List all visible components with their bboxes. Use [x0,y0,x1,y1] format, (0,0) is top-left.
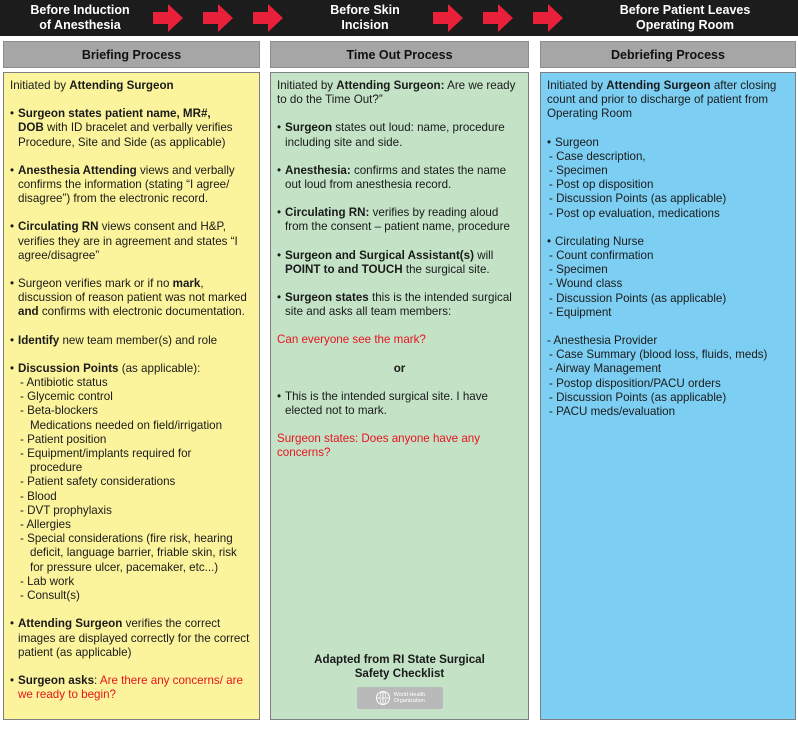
debriefing-line: - Wound class [549,277,623,291]
debriefing-surgeon: • Surgeon - Case description, - Specimen - Post op disposition - Discussion Points (as applicable) - Post op evaluation, medications [547,136,789,221]
debriefing-line: - Specimen [549,164,608,178]
briefing-panel [3,72,260,720]
debriefing-line: - Equipment [549,305,612,319]
arrow-right-icon [203,4,233,32]
timeout-item: • Anesthesia: confirms and states the name out loud from anesthesia record. [277,163,507,192]
arrow-right-icon [533,4,563,32]
discussion-line: procedure [30,461,83,475]
debriefing-line: - Case description, [549,149,646,163]
discussion-line: for pressure ulcer, pacemaker, etc...) [30,560,219,574]
arrow-right-icon [153,4,183,32]
discussion-line: Medications needed on field/irrigation [30,418,223,432]
discussion-line: deficit, language barrier, friable skin, risk [30,546,237,560]
debriefing-line: - Post op disposition [549,178,654,192]
discussion-line: - Patient safety considerations [20,475,176,489]
arrow-right-icon [253,4,283,32]
timeout-or: or [393,361,406,375]
debriefing-line: - Case Summary (blood loss, fluids, meds) [549,348,768,362]
debriefing-line: - Discussion Points (as applicable) [549,390,727,404]
briefing-item: • Surgeon asks: Are there any concerns/ are we ready to begin? [10,673,243,702]
timeout-question-concerns: Surgeon states: Does anyone have any concerns? [277,432,481,460]
discussion-line: - Beta-blockers [20,404,98,418]
globe-laurel-icon [375,690,391,706]
briefing-item: • Anesthesia Attending views and verbally confirms the information (stating “I agree/ disagree”) from the electronic record. [10,163,235,206]
timeout-question-mark: Can everyone see the mark? [277,333,426,347]
debriefing-nurse: • Circulating Nurse - Count confirmation - Specimen - Wound class - Discussion Points (as applicable) - Equipment [547,235,789,320]
adapted-from-note: Adapted from RI State Surgical Safety Checklist [314,653,485,681]
debriefing-line: - Post op evaluation, medications [549,206,720,220]
timeout-item: • Surgeon states out loud: name, procedure including site and side. [277,121,505,149]
discussion-line: - Consult(s) [20,589,80,603]
arrow-right-icon [433,4,463,32]
arrow-right-icon [483,4,513,32]
discussion-line: - Lab work [20,574,75,588]
timeout-item: • Surgeon states this is the intended surgical site and asks all team members: [277,291,512,319]
timeout-item: • This is the intended surgical site. I have elected not to mark. [277,389,488,418]
briefing-header: Briefing Process [3,41,260,68]
debriefing-header: Debriefing Process [540,41,796,68]
timeout-item: • Circulating RN: verifies by reading aloud from the consent – patient name, procedure [277,206,510,234]
briefing-item: • Surgeon states patient name, MR#, DOB with ID bracelet and verbally verifies Procedure, Site and Side (as applicable) [10,107,233,149]
briefing-item: • Surgeon verifies mark or if no mark, discussion of reason patient was not marked and confirms with electronic documentation. [10,277,247,319]
debriefing-anesthesia [547,334,789,419]
discussion-line: - DVT prophylaxis [20,503,112,517]
briefing-intro: Initiated by Attending Surgeon [10,79,174,92]
debriefing-line: - Discussion Points (as applicable) [549,291,727,305]
briefing-item: • Attending Surgeon verifies the correct images are displayed correctly for the correct patient (as applicable) [10,617,250,659]
debriefing-line: - Postop disposition/PACU orders [549,376,721,390]
discussion-line: - Glycemic control [20,390,113,404]
debriefing-line: - Count confirmation [549,249,654,263]
debriefing-line: - Airway Management [549,362,662,376]
briefing-item: • Identify new team member(s) and role [10,333,218,347]
debriefing-anesthesia-head: - Anesthesia Provider [547,334,658,348]
debriefing-line: - Discussion Points (as applicable) [549,192,727,206]
timeout-item: • Surgeon and Surgical Assistant(s) will POINT to and TOUCH the surgical site. [277,248,494,276]
debriefing-line: - Specimen [549,263,608,277]
phase-before-skin-incision: Before Skin Incision [330,3,400,32]
phase-before-leaves-or: Before Patient Leaves Operating Room [619,3,751,32]
discussion-line: - Equipment/implants required for [20,447,192,461]
discussion-line: - Allergies [20,518,71,532]
timeout-header: Time Out Process [270,41,529,68]
briefing-item-discussion: • Discussion Points (as applicable): - Antibiotic status - Glycemic control - Beta-blockers Medications needed on field/irrigation - Patient position - Equipment/implants required for procedure - Patient safety considerations - Blood - DVT prophylaxis - Allergies - Special considerations (fire risk, hearing deficit, language barrier, friable skin, risk for pressure ulcer, pacemaker, etc...) - Lab work - Consult(s) [10,362,253,603]
discussion-line: - Patient position [20,432,107,446]
timeout-intro: Initiated by Attending Surgeon: Are we ready to do the Time Out?” [277,79,516,107]
who-logo: World Health Organization [357,687,443,709]
discussion-line: - Blood [20,489,57,503]
debriefing-line: - PACU meds/evaluation [549,405,676,419]
briefing-item: • Circulating RN views consent and H&P, verifies they are in agreement and states “I agree/disagree” [10,220,238,262]
discussion-line: - Special considerations (fire risk, hearing [20,532,233,546]
debriefing-panel [540,72,796,720]
discussion-line: - Antibiotic status [20,376,108,390]
phase-before-induction: Before Induction of Anesthesia [30,3,130,32]
timeout-panel [270,72,529,720]
debriefing-intro: Initiated by Attending Surgeon after closing count and prior to discharge of patient from Operating Room [547,79,777,121]
